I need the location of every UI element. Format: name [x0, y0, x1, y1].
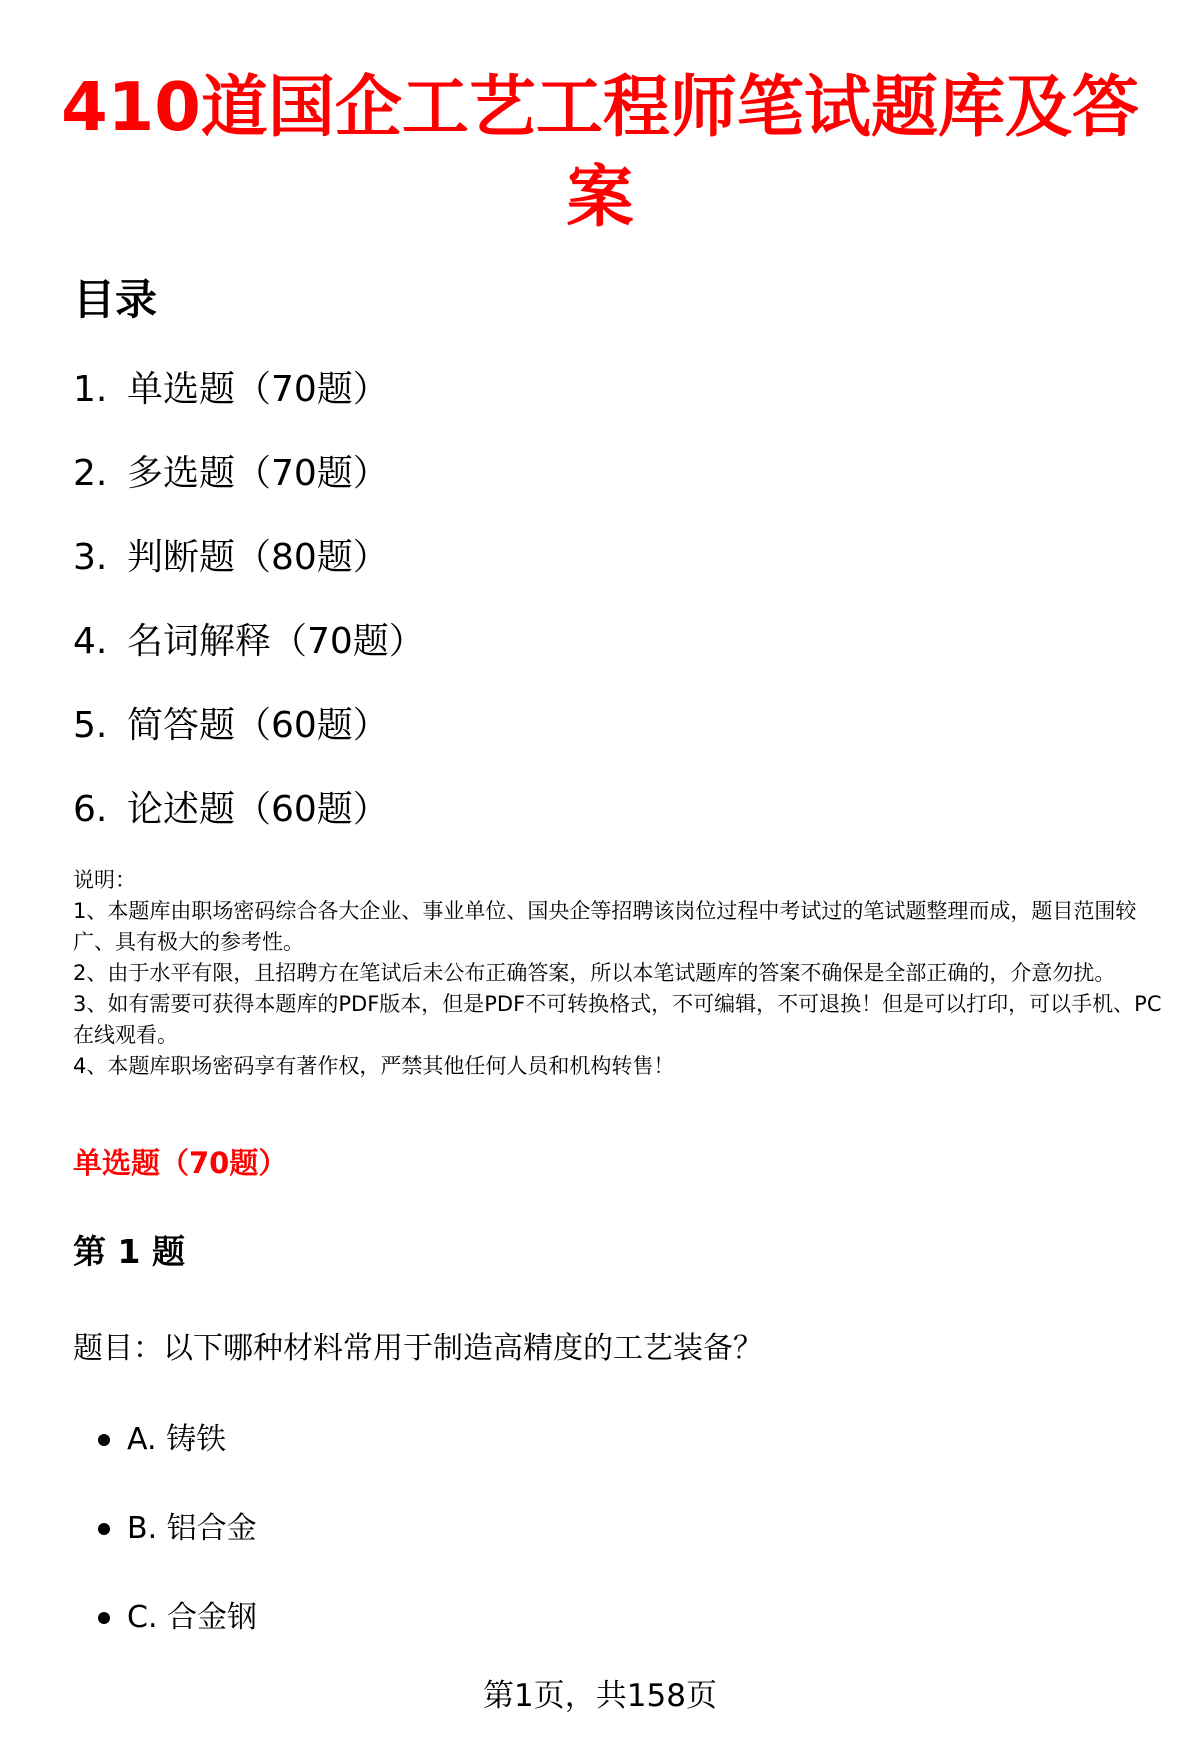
question-text: 题目：以下哪种材料常用于制造高精度的工艺装备？ — [73, 1331, 763, 1366]
notes-heading: 说明： — [73, 868, 136, 892]
option-item — [73, 1418, 257, 1507]
toc-item-label: 论述题（60题） — [127, 789, 389, 830]
toc-item[interactable] — [73, 364, 425, 448]
document-title: 410道国企工艺工程师笔试题库及答案 — [61, 68, 1139, 236]
toc-heading: 目录 — [73, 275, 158, 324]
option-item — [73, 1507, 257, 1596]
bullet-icon — [98, 1523, 110, 1535]
option-list — [73, 1418, 257, 1685]
option-item — [73, 1596, 257, 1685]
note-item: 2、由于水平有限，且招聘方在笔试后未公布正确答案，所以本笔试题库的答案不确保是全部正确的，介意勿扰。 — [73, 961, 1116, 985]
toc-item[interactable] — [73, 532, 425, 616]
note-item: 1、本题库由职场密码综合各大企业、事业单位、国央企等招聘该岗位过程中考试过的笔试题整理而成，题目范围较广、具有极大的参考性。 — [73, 899, 1137, 954]
toc-item-number: 5. — [73, 705, 108, 746]
toc-item-number: 3. — [73, 537, 108, 578]
toc-item-label: 判断题（80题） — [127, 537, 389, 578]
toc-list — [73, 364, 425, 868]
page-footer: 第1页，共158页 — [483, 1678, 717, 1714]
toc-item-number: 1. — [73, 369, 108, 410]
toc-item-number: 4. — [73, 621, 108, 662]
toc-item[interactable] — [73, 616, 425, 700]
option-label: A. 铸铁 — [127, 1422, 227, 1457]
option-label: B. 铝合金 — [127, 1511, 257, 1546]
note-item: 4、本题库职场密码享有著作权，严禁其他任何人员和机构转售！ — [73, 1054, 675, 1078]
toc-item-label: 名词解释（70题） — [127, 621, 425, 662]
toc-item-label: 单选题（70题） — [127, 369, 389, 410]
toc-item[interactable] — [73, 448, 425, 532]
toc-item[interactable] — [73, 700, 425, 784]
notes-block — [73, 865, 1163, 1082]
section-title: 单选题（70题） — [73, 1146, 288, 1180]
toc-item-number: 6. — [73, 789, 108, 830]
toc-item-label: 简答题（60题） — [127, 705, 389, 746]
note-item: 3、如有需要可获得本题库的PDF版本，但是PDF不可转换格式，不可编辑，不可退换！但是可以打印，可以手机、PC在线观看。 — [73, 992, 1162, 1047]
toc-item[interactable] — [73, 784, 425, 868]
question-title: 第 1 题 — [73, 1232, 185, 1271]
option-label: C. 合金钢 — [127, 1600, 258, 1635]
bullet-icon — [98, 1434, 110, 1446]
toc-item-label: 多选题（70题） — [127, 453, 389, 494]
bullet-icon — [98, 1612, 110, 1624]
toc-item-number: 2. — [73, 453, 108, 494]
